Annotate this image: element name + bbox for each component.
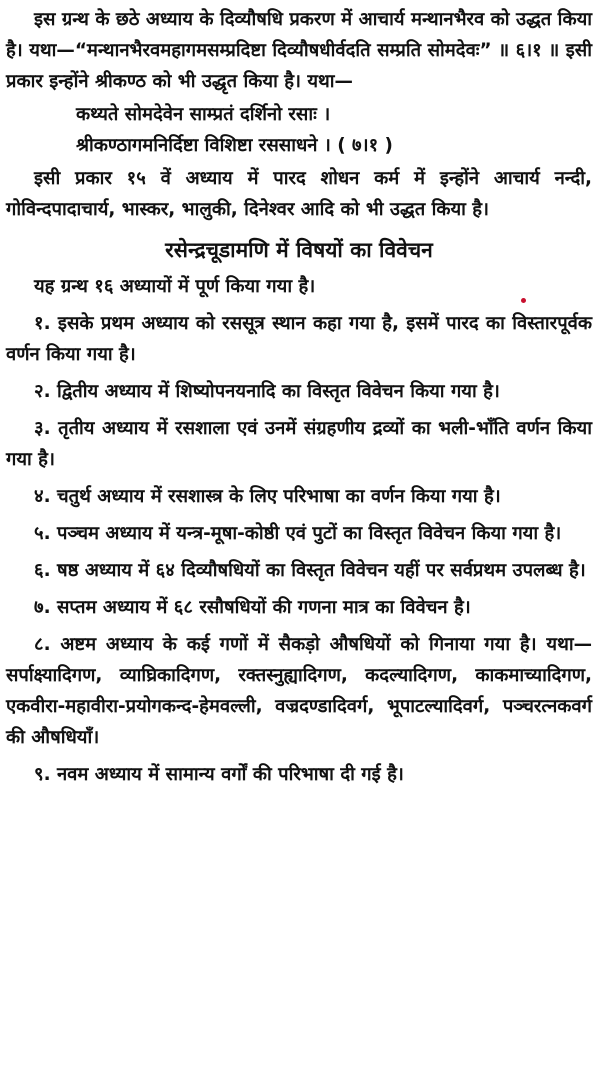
list-item: ५. पञ्चम अध्याय में यन्त्र-मूषा-कोष्ठी एवं पुटों का विस्तृत विवेचन किया गया है। xyxy=(34,523,562,544)
intro-paragraph: इसी प्रकार १५ वें अध्याय में पारद शोधन कर्म में इन्होंने आचार्य नन्दी, गोविन्दपादाचार्य, भास्कर, भालुकी, दिनेश्वर आदि को भी उद्धत किया है। xyxy=(6,168,592,220)
intro-paragraph: इस ग्रन्थ के छठे अध्याय के दिव्यौषधि प्रकरण में आचार्य मन्थानभैरव को उद्धत किया है। यथा—“मन्थानभैरवमहागमसम्प्रदिष्टा दिव्यौषधीर्वदति सम्प्रति सोमदेवः” ॥ ६।१ ॥ इसी प्रकार इन्होंने श्रीकण्ठ को भी उद्धृत किया है। यथा— xyxy=(6,9,592,92)
section-lead: यह ग्रन्थ १६ अध्यायों में पूर्ण किया गया है। xyxy=(34,276,316,297)
verse-line: कथ्यते सोमदेवेन साम्प्रतं दर्शिनो रसाः । xyxy=(76,104,331,125)
list-item: ७. सप्तम अध्याय में ६८ रसौषधियों की गणना मात्र का विवेचन है। xyxy=(34,597,471,618)
section-heading: रसेन्द्रचूडामणि में विषयों का विवेचन xyxy=(165,238,433,262)
verse-quote xyxy=(6,99,592,161)
list-item: ८. अष्टम अध्याय के कई गणों में सैकड़ो औषधियों को गिनाया गया है। यथा— सर्पाक्ष्यादिगण, व्याघ्रिकादिगण, रक्तस्नुह्यादिगण, कदल्यादिगण, काकमाच्यादिगण, एकवीरा-महावीरा-प्रयोगकन्द-हेमवल्ली, वज्रदण्डादिवर्ग, भूपाटल्यादिवर्ग, पञ्चरत्नकवर्ग की औषधियाँ। xyxy=(6,634,592,748)
list-item: ४. चतुर्थ अध्याय में रसशास्त्र के लिए परिभाषा का वर्णन किया गया है। xyxy=(34,486,501,507)
ink-mark xyxy=(521,298,526,303)
list-item: ९. नवम अध्याय में सामान्य वर्गों की परिभाषा दी गई है। xyxy=(34,764,404,785)
list-item: ३. तृतीय अध्याय में रसशाला एवं उनमें संग्रहणीय द्रव्यों का भली-भाँति वर्णन किया गया है। xyxy=(6,418,592,470)
list-item: ६. षष्ठ अध्याय में ६४ दिव्यौषधियों का विस्तृत विवेचन यहीं पर सर्वप्रथम उपलब्ध है। xyxy=(34,560,586,581)
verse-line: श्रीकण्ठागमनिर्दिष्टा विशिष्टा रससाधने । ( ७।१ ) xyxy=(76,135,393,156)
list-item: २. द्वितीय अध्याय में शिष्योपनयनादि का विस्तृत विवेचन किया गया है। xyxy=(34,381,500,402)
list-item: १. इसके प्रथम अध्याय को रससूत्र स्थान कहा गया है, इसमें पारद का विस्तारपूर्वक वर्णन किया गया है। xyxy=(6,313,592,365)
